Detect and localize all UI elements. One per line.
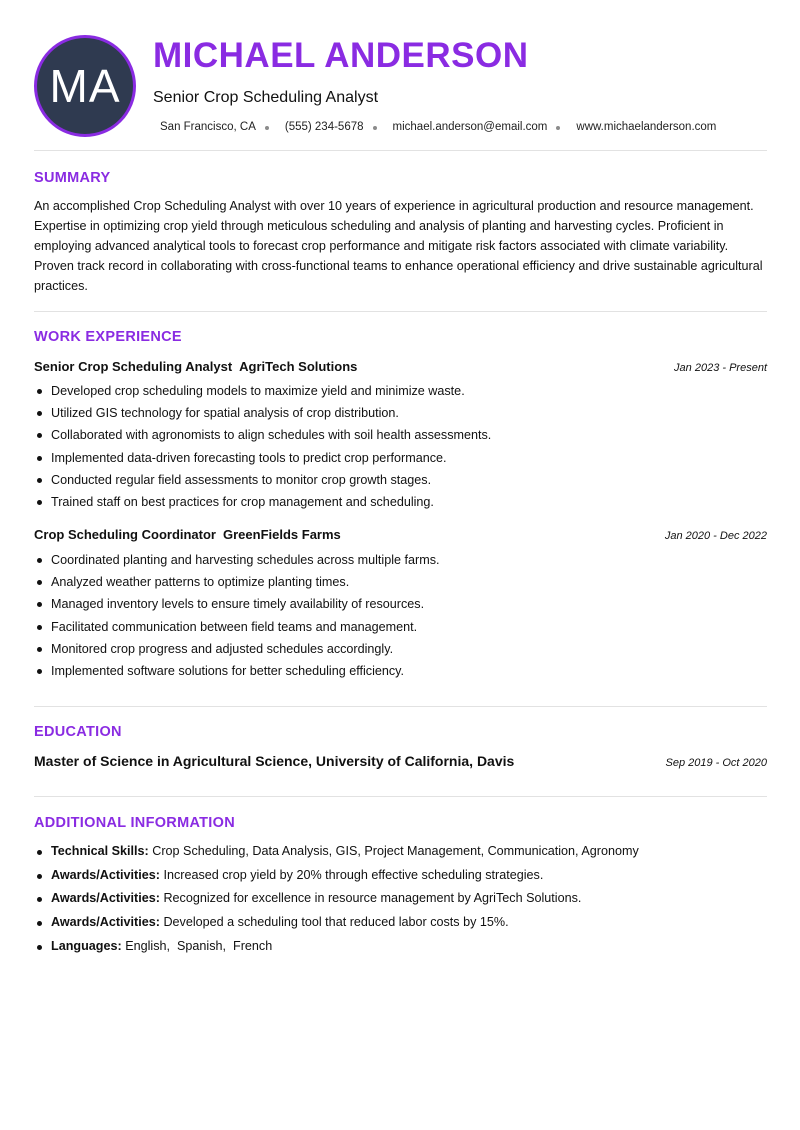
list-item: Analyzed weather patterns to optimize planting times. bbox=[34, 571, 767, 593]
list-item bbox=[34, 935, 767, 959]
separator-dot bbox=[373, 126, 377, 130]
separator-dot bbox=[556, 126, 560, 130]
info-text: Recognized for excellence in resource management by AgriTech Solutions. bbox=[163, 891, 582, 906]
info-label: Awards/Activities: bbox=[51, 867, 160, 882]
job-role-company bbox=[34, 358, 357, 376]
list-item: Coordinated planting and harvesting schedules across multiple farms. bbox=[34, 549, 767, 571]
info-label: Languages: bbox=[51, 939, 122, 954]
info-text: Crop Scheduling, Data Analysis, GIS, Project Management, Communication, Agronomy bbox=[152, 844, 639, 858]
job-role: Crop Scheduling Coordinator bbox=[34, 527, 216, 542]
info-label: Awards/Activities: bbox=[51, 914, 160, 929]
job-bullets bbox=[34, 549, 767, 682]
info-text: English, Spanish, French bbox=[125, 939, 273, 954]
candidate-title: Senior Crop Scheduling Analyst bbox=[153, 89, 379, 106]
resume-header bbox=[34, 0, 767, 150]
job-bullets bbox=[34, 380, 767, 513]
education-heading: EDUCATION bbox=[34, 724, 122, 740]
education-degree: Master of Science in Agricultural Science, University of California, Davis bbox=[34, 753, 515, 769]
candidate-name: MICHAEL ANDERSON bbox=[153, 36, 529, 75]
list-item: Facilitated communication between field teams and management. bbox=[34, 616, 767, 638]
list-item: Developed crop scheduling models to maximize yield and minimize waste. bbox=[34, 380, 767, 402]
contact-website[interactable]: www.michaelanderson.com bbox=[576, 121, 717, 133]
education-dates: Sep 2019 - Oct 2020 bbox=[665, 757, 767, 769]
additional-list bbox=[34, 840, 767, 959]
section-divider bbox=[34, 311, 767, 312]
experience-heading: WORK EXPERIENCE bbox=[34, 329, 182, 345]
job-dates: Jan 2020 - Dec 2022 bbox=[664, 530, 767, 542]
section-divider bbox=[34, 150, 767, 151]
summary-heading: SUMMARY bbox=[34, 170, 111, 186]
list-item: Utilized GIS technology for spatial analysis of crop distribution. bbox=[34, 402, 767, 424]
job-company: AgriTech Solutions bbox=[239, 359, 358, 374]
contact-email[interactable]: michael.anderson@email.com bbox=[392, 121, 548, 133]
summary-text: An accomplished Crop Scheduling Analyst with over 10 years of experience in agricultural production and resource management. Expertise in optimizing crop yield through meticulous scheduling and analysis of planting and harvesting cycles. Proficient in employing advanced analytical tools to forecast crop performance and mitigate risk factors associated with climate variability. Proven track record in collaborating with cross-functional teams to enhance operational efficiency and drive sustainable agricultural practices. bbox=[34, 199, 763, 293]
job-role-company bbox=[34, 526, 341, 544]
list-item: Implemented software solutions for better scheduling efficiency. bbox=[34, 660, 767, 682]
info-label: Awards/Activities: bbox=[51, 891, 160, 906]
job-dates: Jan 2023 - Present bbox=[674, 362, 767, 374]
section-divider bbox=[34, 796, 767, 797]
avatar: MA bbox=[34, 35, 136, 137]
job-heading bbox=[34, 358, 767, 376]
job-heading bbox=[34, 526, 767, 544]
info-text: Developed a scheduling tool that reduced labor costs by 15%. bbox=[163, 914, 509, 929]
list-item bbox=[34, 887, 767, 911]
list-item: Managed inventory levels to ensure timely availability of resources. bbox=[34, 593, 767, 615]
list-item: Implemented data-driven forecasting tools to predict crop performance. bbox=[34, 447, 767, 469]
list-item: Monitored crop progress and adjusted schedules accordingly. bbox=[34, 638, 767, 660]
separator-dot bbox=[265, 126, 269, 130]
list-item: Trained staff on best practices for crop management and scheduling. bbox=[34, 491, 767, 513]
section-divider bbox=[34, 706, 767, 707]
list-item bbox=[34, 911, 767, 935]
job-company: GreenFields Farms bbox=[223, 527, 341, 542]
list-item bbox=[34, 840, 767, 864]
list-item: Conducted regular field assessments to monitor crop growth stages. bbox=[34, 469, 767, 491]
education-entry bbox=[34, 753, 767, 769]
contact-info bbox=[160, 121, 716, 133]
contact-location: San Francisco, CA bbox=[160, 121, 256, 133]
additional-heading: ADDITIONAL INFORMATION bbox=[34, 815, 235, 831]
info-label: Technical Skills: bbox=[51, 844, 149, 858]
info-text: Increased crop yield by 20% through effective scheduling strategies. bbox=[163, 867, 544, 882]
contact-phone: (555) 234-5678 bbox=[284, 121, 364, 133]
job-role: Senior Crop Scheduling Analyst bbox=[34, 359, 233, 374]
resume-page bbox=[34, 0, 767, 954]
list-item: Collaborated with agronomists to align schedules with soil health assessments. bbox=[34, 424, 767, 446]
list-item bbox=[34, 864, 767, 888]
